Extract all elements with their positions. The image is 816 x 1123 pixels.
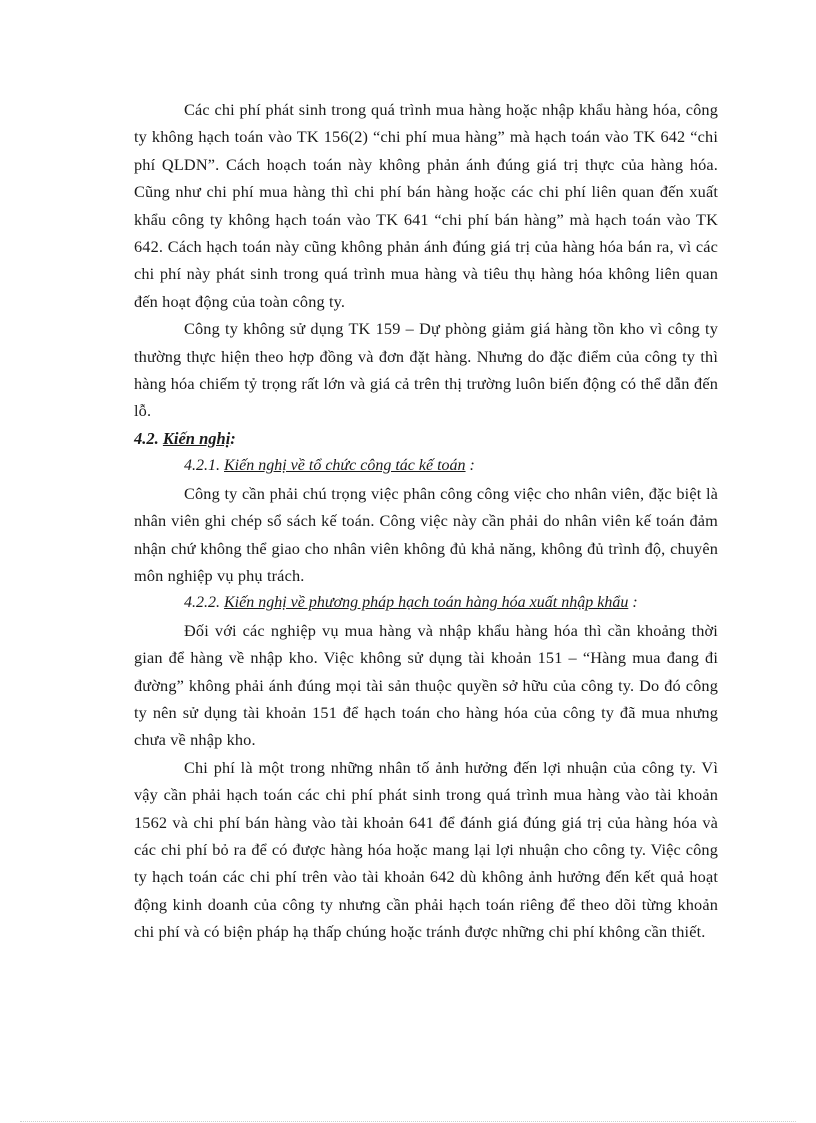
subsection-heading-4-2-2 bbox=[134, 589, 718, 616]
paragraph-account-151: Đối với các nghiệp vụ mua hàng và nhập khẩu hàng hóa thì cần khoảng thời gian để hàng về nhập kho. Việc không sử dụng tài khoản 151 – “Hàng mua đang đi đường” không phải ánh đúng mọi tài sản thuộc quyền sở hữu của công ty. Do đó công ty nên sử dụng tài khoản 151 để hạch toán cho hàng hóa của công ty đã mua nhưng chưa về nhập kho. bbox=[134, 620, 718, 750]
paragraph-cost-accounting: Chi phí là một trong những nhân tố ảnh hưởng đến lợi nhuận của công ty. Vì vậy cần phải hạch toán các chi phí phát sinh trong quá trình mua hàng vào tài khoản 1562 và chi phí bán hàng vào tài khoản 641 để đánh giá đúng giá trị của hàng hóa và các chi phí bỏ ra để có được hàng hóa hoặc mang lại lợi nhuận cho công ty. Việc công ty hạch toán các chi phí trên vào tài khoản 642 dù không ảnh hưởng đến kết quả hoạt động kinh doanh của công ty nhưng cần phải hạch toán riêng để theo dõi từng khoản chi phí và có biện pháp hạ thấp chúng hoặc tránh được những chi phí không cần thiết. bbox=[134, 757, 718, 942]
section-title: Kiến nghị bbox=[162, 428, 231, 448]
paragraph-purchase-costs: Các chi phí phát sinh trong quá trình mua hàng hoặc nhập khẩu hàng hóa, công ty không hạch toán vào TK 156(2) “chi phí mua hàng” mà hạch toán vào TK 642 “chi phí QLDN”. Cách hoạch toán này không phản ánh đúng giá trị thực của hàng hóa. Cũng như chi phí mua hàng thì chi phí bán hàng hoặc các chi phí liên quan đến xuất khẩu công ty không hạch toán vào TK 641 “chi phí bán hàng” mà hạch toán vào TK 642. Cách hạch toán này cũng không phản ánh đúng giá trị của hàng hóa bán ra, vì các chi phí này phát sinh trong quá trình mua hàng và tiêu thụ hàng hóa không liên quan đến hoạt động của toàn công ty. bbox=[134, 100, 718, 311]
subsection-title: Kiến nghị về phương pháp hạch toán hàng hóa xuất nhập khẩu bbox=[224, 594, 629, 612]
subsection-number: 4.2.2. bbox=[184, 594, 220, 612]
section-heading-4-2 bbox=[134, 425, 718, 452]
subsection-suffix: : bbox=[628, 594, 638, 612]
paragraph-staff-assignment: Công ty cần phải chú trọng việc phân công công việc cho nhân viên, đặc biệt là nhân viên ghi chép sổ sách kế toán. Công việc này cần phải do nhân viên kế toán đảm nhận chứ không thể giao cho nhân viên không đủ khả năng, không đủ trình độ, chuyên môn nghiệp vụ phụ trách. bbox=[134, 483, 718, 585]
subsection-number: 4.2.1. bbox=[184, 457, 220, 475]
subsection-suffix: : bbox=[465, 457, 475, 475]
section-suffix: : bbox=[230, 428, 236, 448]
section-number: 4.2. bbox=[134, 428, 159, 448]
document-page bbox=[134, 96, 718, 946]
page-bottom-rule bbox=[20, 1121, 796, 1122]
paragraph-inventory-provision: Công ty không sử dụng TK 159 – Dự phòng giảm giá hàng tồn kho vì công ty thường thực hiện theo hợp đồng và đơn đặt hàng. Nhưng do đặc điểm của công ty thì hàng hóa chiếm tỷ trọng rất lớn và giá cả trên thị trường luôn biến động có thể dẫn đến lỗ. bbox=[134, 319, 718, 421]
subsection-heading-4-2-1 bbox=[134, 452, 718, 479]
subsection-title: Kiến nghị về tổ chức công tác kế toán bbox=[224, 457, 466, 475]
